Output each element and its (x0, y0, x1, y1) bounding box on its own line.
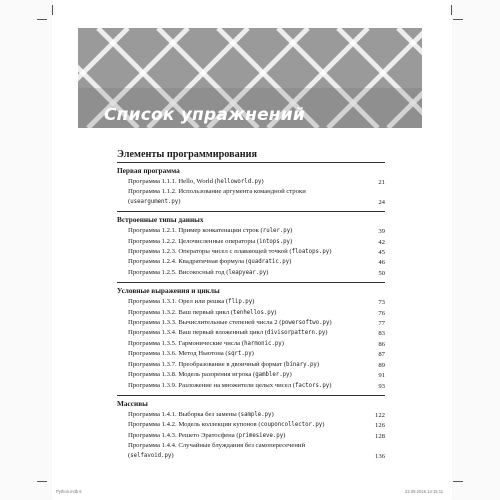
paren-close: ) (329, 319, 332, 327)
paren-close: ) (322, 421, 325, 429)
footer-right: 22.09.2016 14:15:11 (405, 489, 444, 494)
entry-label: Программа 1.3.7. Преобразование в двоичный формат (128, 360, 283, 368)
entry-filename: divisorpattern.py (267, 330, 326, 337)
entry-label: Программа 1.3.9. Разложение на множители целых чисел (128, 381, 292, 389)
entry-filename: quadratic.py (247, 259, 290, 266)
entry-filename: couponcollector.py (260, 422, 323, 429)
paren-close: ) (290, 227, 293, 235)
entry-label: Программа 1.3.6. Метод Ньютона (128, 350, 224, 358)
entry-filename: helloworld.py (216, 179, 262, 185)
paren-close: ) (251, 350, 254, 358)
paren-close: ) (289, 371, 292, 379)
toc-entry[interactable] (128, 328, 385, 338)
entry-page-number: 21 (378, 179, 385, 186)
entry-page-number: 24 (378, 198, 385, 206)
entry-list (117, 226, 385, 278)
entry-text (128, 420, 361, 430)
toc-entry[interactable] (128, 297, 385, 307)
entry-page-number: 87 (378, 351, 385, 359)
toc-entry[interactable] (128, 237, 385, 247)
toc-entry[interactable] (128, 339, 385, 349)
paren-open: ( (214, 178, 217, 185)
entry-text (128, 328, 361, 338)
toc-entry[interactable] (128, 431, 385, 441)
paren-open: ( (264, 329, 268, 337)
crop-mark (52, 5, 53, 15)
section-title: Элементы программирования (117, 149, 257, 160)
chapter-heading: Массивы (117, 398, 148, 408)
entry-page-number: 136 (374, 452, 385, 460)
paren-open: ( (128, 197, 131, 205)
chapter-block (117, 282, 385, 391)
entry-text (128, 308, 361, 318)
entry-filename: powersoftwo.py (281, 320, 330, 327)
entry-text (128, 370, 361, 380)
entry-list (117, 177, 385, 207)
paren-close: ) (329, 381, 332, 389)
entry-filename: ruler.py (262, 228, 291, 235)
paren-close: ) (283, 431, 286, 439)
paren-open: ( (258, 421, 261, 429)
entry-text (128, 268, 361, 278)
entry-filename: factors.py (294, 382, 330, 389)
paren-open: ( (225, 350, 228, 358)
toc-entry[interactable] (128, 381, 385, 391)
toc-entry[interactable] (128, 177, 385, 187)
paren-open: ( (226, 268, 229, 276)
entry-text (128, 247, 361, 257)
entry-page-number: 128 (374, 432, 385, 440)
entry-text (128, 237, 361, 247)
entry-page-number: 89 (378, 361, 385, 369)
entry-filename: sample.py (240, 411, 272, 418)
chapter-block (117, 395, 385, 461)
entry-filename: flip.py (228, 299, 253, 306)
paren-open: ( (236, 431, 239, 439)
toc-entry[interactable] (128, 226, 385, 236)
chapter-heading: Встроенные типы данных (117, 215, 204, 225)
paren-close: ) (289, 258, 292, 266)
entry-label: Программа 1.3.2. Ваш первый цикл (128, 308, 230, 316)
entry-page-number: 93 (378, 382, 385, 390)
entry-text (128, 177, 361, 187)
toc-entry[interactable] (128, 370, 385, 380)
paren-close: ) (261, 178, 264, 185)
entry-page-number: 83 (378, 330, 385, 338)
toc-entry[interactable] (128, 308, 385, 318)
entry-label: Программа 1.1.2. Использование аргумента командной строки (128, 188, 306, 196)
entry-text (128, 381, 361, 391)
entry-filename: sqrt.py (227, 351, 252, 358)
entry-filename: harmonic.py (244, 340, 282, 347)
paren-close: ) (178, 197, 181, 205)
toc-entry[interactable] (128, 349, 385, 359)
entry-filename: binary.py (286, 361, 317, 368)
paren-open: ( (238, 410, 241, 418)
entry-text (128, 226, 361, 236)
paren-close: ) (329, 248, 332, 256)
entry-text (128, 187, 361, 207)
paren-open: ( (245, 258, 248, 266)
entry-page-number: 86 (378, 340, 385, 348)
chapters-container (117, 162, 385, 461)
entry-page-number: 76 (378, 309, 385, 317)
entry-label: Программа 1.4.1. Выборка без замены (128, 410, 237, 418)
toc-entry[interactable] (128, 257, 385, 267)
exercise-list (117, 148, 385, 465)
paren-open: ( (292, 381, 295, 389)
paren-open: ( (241, 339, 245, 347)
entry-page-number: 45 (378, 249, 385, 257)
paren-close: ) (316, 360, 320, 368)
entry-label: Программа 1.2.1. Пример конкатенации строк (128, 227, 259, 235)
entry-page-number: 91 (378, 372, 385, 380)
paren-close: ) (325, 329, 328, 337)
entry-filename: tenhellos.py (233, 309, 275, 316)
entry-label: Программа 1.3.8. Модель разорения игрока (128, 371, 252, 379)
entry-filename: selfavoid.py (130, 452, 172, 459)
chapter-banner (78, 28, 422, 128)
entry-page-number: 50 (378, 269, 385, 277)
chapter-heading: Условные выражения и циклы (117, 286, 220, 296)
paren-close: ) (281, 339, 284, 347)
crop-mark (453, 481, 463, 482)
entry-label: Программа 1.2.3. Операторы чисел с плавающей точкой (128, 248, 288, 256)
paren-close: ) (274, 308, 277, 316)
entry-text (128, 339, 361, 349)
crop-mark (37, 19, 47, 20)
toc-entry[interactable] (128, 410, 385, 420)
entry-text (128, 297, 361, 307)
paren-open: ( (279, 319, 282, 327)
chapter-block (117, 162, 385, 207)
entry-filename: primesieve.py (238, 432, 284, 439)
crop-mark (451, 5, 452, 15)
paren-close: ) (252, 298, 255, 306)
entry-text (128, 410, 361, 420)
entry-text (128, 318, 361, 328)
crop-mark (453, 19, 463, 20)
entry-label: Программа 1.3.5. Гармонические числа (128, 339, 241, 347)
entry-text (128, 360, 361, 370)
chapter-heading: Первая программа (117, 166, 180, 175)
crop-mark (37, 481, 47, 482)
entry-text (128, 257, 361, 267)
entry-label: Программа 1.4.3. Решето Эратосфена (128, 431, 235, 439)
entry-list (117, 410, 385, 461)
paren-close: ) (289, 237, 293, 245)
paren-close: ) (271, 410, 274, 418)
paren-open: ( (230, 308, 234, 316)
entry-text (128, 431, 361, 441)
paren-close: ) (266, 268, 269, 276)
paren-open: ( (289, 248, 292, 256)
chapter-block (117, 211, 385, 278)
paren-close: ) (171, 451, 174, 459)
footer-left: Python.indb 6 (56, 489, 82, 494)
entry-label: Программа 1.2.2. Целочисленные операторы (128, 237, 256, 245)
entry-page-number: 42 (378, 238, 385, 246)
entry-filename: intops.py (259, 238, 290, 245)
paren-open: ( (252, 371, 256, 379)
entry-filename: gambler.py (255, 372, 290, 379)
entry-label: Программа 1.3.1. Орел или решка (128, 298, 225, 306)
toc-entry[interactable] (128, 187, 385, 207)
entry-page-number: 46 (378, 259, 385, 267)
chapter-title: Список упражнений (104, 105, 305, 125)
entry-list (117, 297, 385, 391)
paren-open: ( (128, 451, 131, 459)
entry-page-number: 77 (378, 320, 385, 328)
toc-entry[interactable] (128, 247, 385, 257)
entry-label: Программа 1.4.2. Модель коллекции купонов (128, 421, 257, 429)
paren-open: ( (283, 360, 287, 368)
entry-label: Программа 1.3.4. Ваш первый вложенный цикл (128, 329, 264, 337)
entry-filename: leapyear.py (228, 269, 267, 276)
entry-text (128, 349, 361, 359)
paren-open: ( (260, 227, 263, 235)
entry-filename: useargument.py (130, 198, 179, 205)
entry-label: Программа 1.2.5. Високосный год (128, 268, 225, 276)
toc-entry[interactable] (128, 268, 385, 278)
entry-label: Программа 1.4.4. Случайные блуждания без самопересечений (128, 442, 306, 450)
paren-open: ( (256, 237, 260, 245)
toc-entry[interactable] (128, 360, 385, 370)
entry-label: Программа 1.1.1. Hello, World (128, 178, 213, 185)
entry-page-number: 126 (374, 422, 385, 430)
entry-page-number: 73 (378, 299, 385, 307)
toc-entry[interactable] (128, 318, 385, 328)
entry-page-number: 39 (378, 228, 385, 236)
toc-entry[interactable] (128, 420, 385, 430)
entry-filename: floatops.py (291, 249, 330, 256)
toc-entry[interactable] (128, 441, 385, 461)
paren-open: ( (225, 298, 229, 306)
entry-text (128, 441, 361, 461)
entry-label: Программа 1.3.3. Вычислительные степеней числа 2 (128, 319, 278, 327)
entry-page-number: 122 (374, 411, 385, 419)
entry-label: Программа 1.2.4. Квадратичная формула (128, 258, 245, 266)
